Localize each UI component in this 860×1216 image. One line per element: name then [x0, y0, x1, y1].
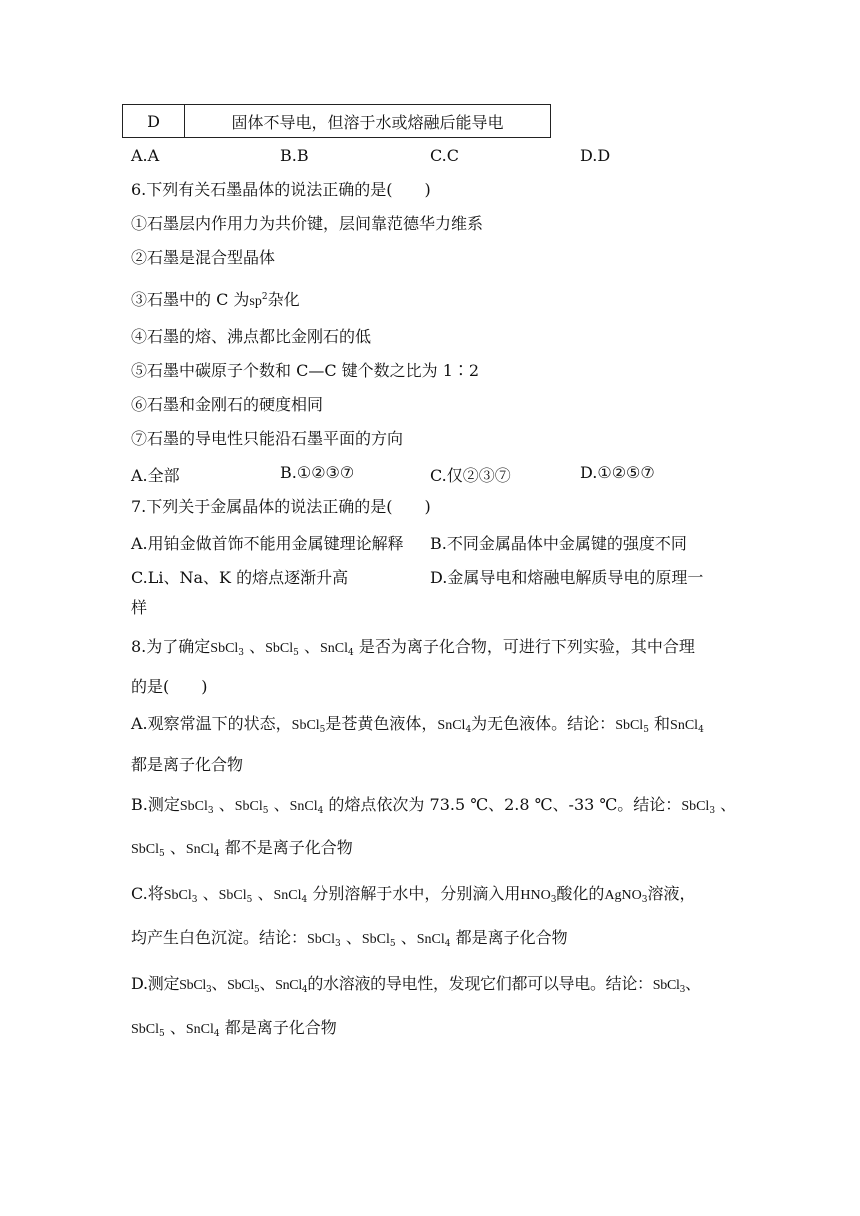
- table-cell-text: 固体不导电，但溶于水或熔融后能导电: [231, 112, 504, 132]
- q6-item-2: ②石墨是混合型晶体: [131, 248, 276, 267]
- q8-stem: 8.为了确定SbCl$_3$ 、SbCl$_5$ 、SnCl$_4$ 是否为离子化合物，可进行下列实验，其中合理: [131, 637, 695, 658]
- table-cell-label: D: [123, 105, 185, 137]
- q8-option-c: C.将SbCl$_3$ 、SbCl$_5$ 、SnCl$_4$ 分别溶解于水中，分别滴入用$HNO_3$酸化的AgNO$_3$溶液，: [131, 884, 696, 905]
- q6-item-3: ③石墨中的 C 为$sp^2$杂化: [131, 290, 300, 309]
- q5-option-c: C.C: [430, 146, 459, 165]
- q7-option-c: C.Li、Na、K 的熔点逐渐升高: [131, 568, 349, 587]
- q8-option-a-line2: 都是离子化合物: [131, 755, 244, 774]
- q6-item-6: ⑥石墨和金刚石的硬度相同: [131, 395, 324, 414]
- q8-option-d: D.测定SbCl$_3$、SbCl$_5$、SnCl$_4$的水溶液的导电性，发现它们都可以导电。结论：SbCl$_3$、: [131, 974, 701, 995]
- table-row-d: [122, 104, 551, 138]
- q7-stem: 7.下列关于金属晶体的说法正确的是( ): [131, 497, 431, 516]
- q5-option-d: D.D: [580, 146, 611, 165]
- q6-stem: 6.下列有关石墨晶体的说法正确的是( ): [131, 180, 431, 199]
- q6-option-b: B.①②③⑦: [280, 463, 355, 482]
- q5-option-a: A.A: [131, 146, 160, 165]
- q8-option-c-line2: 均产生白色沉淀。结论：SbCl$_3$ 、SbCl$_5$ 、SnCl$_4$ 都是离子化合物: [131, 928, 568, 949]
- q6-item-7: ⑦石墨的导电性只能沿石墨平面的方向: [131, 429, 404, 448]
- q7-option-a: A.用铂金做首饰不能用金属键理论解释: [131, 534, 404, 553]
- q8-option-b-line2: SbCl$_5$ 、SnCl$_4$ 都不是离子化合物: [131, 838, 353, 859]
- q5-option-b: B.B: [280, 146, 309, 165]
- q6-option-c: C.仅②③⑦: [430, 466, 511, 485]
- q8-option-b: B.测定SbCl$_3$ 、SbCl$_5$ 、SnCl$_4$ 的熔点依次为 73.5 ℃、2.8 ℃、-33 ℃。结论：SbCl$_3$ 、: [131, 795, 737, 816]
- q8-option-d-line2: SbCl$_5$ 、SnCl$_4$ 都是离子化合物: [131, 1018, 337, 1039]
- q6-item-5: ⑤石墨中碳原子个数和 C—C 键个数之比为 1∶2: [131, 361, 480, 380]
- q6-option-a: A.全部: [131, 466, 180, 485]
- q7-option-b: B.不同金属晶体中金属键的强度不同: [430, 534, 687, 553]
- q7-option-d-cont: 样: [131, 598, 148, 617]
- q6-item-4: ④石墨的熔、沸点都比金刚石的低: [131, 327, 372, 346]
- q6-option-d: D.①②⑤⑦: [580, 463, 655, 482]
- q6-item-1: ①石墨层内作用力为共价键，层间靠范德华力维系: [131, 214, 484, 233]
- q7-option-d: D.金属导电和熔融电解质导电的原理一: [430, 568, 704, 587]
- q8-stem-line2: 的是( ): [131, 677, 208, 696]
- q8-option-a: A.观察常温下的状态，SbCl$_5$是苍黄色液体，SnCl$_4$为无色液体。结论：SbCl$_5$ 和SnCl$_4$: [131, 714, 704, 735]
